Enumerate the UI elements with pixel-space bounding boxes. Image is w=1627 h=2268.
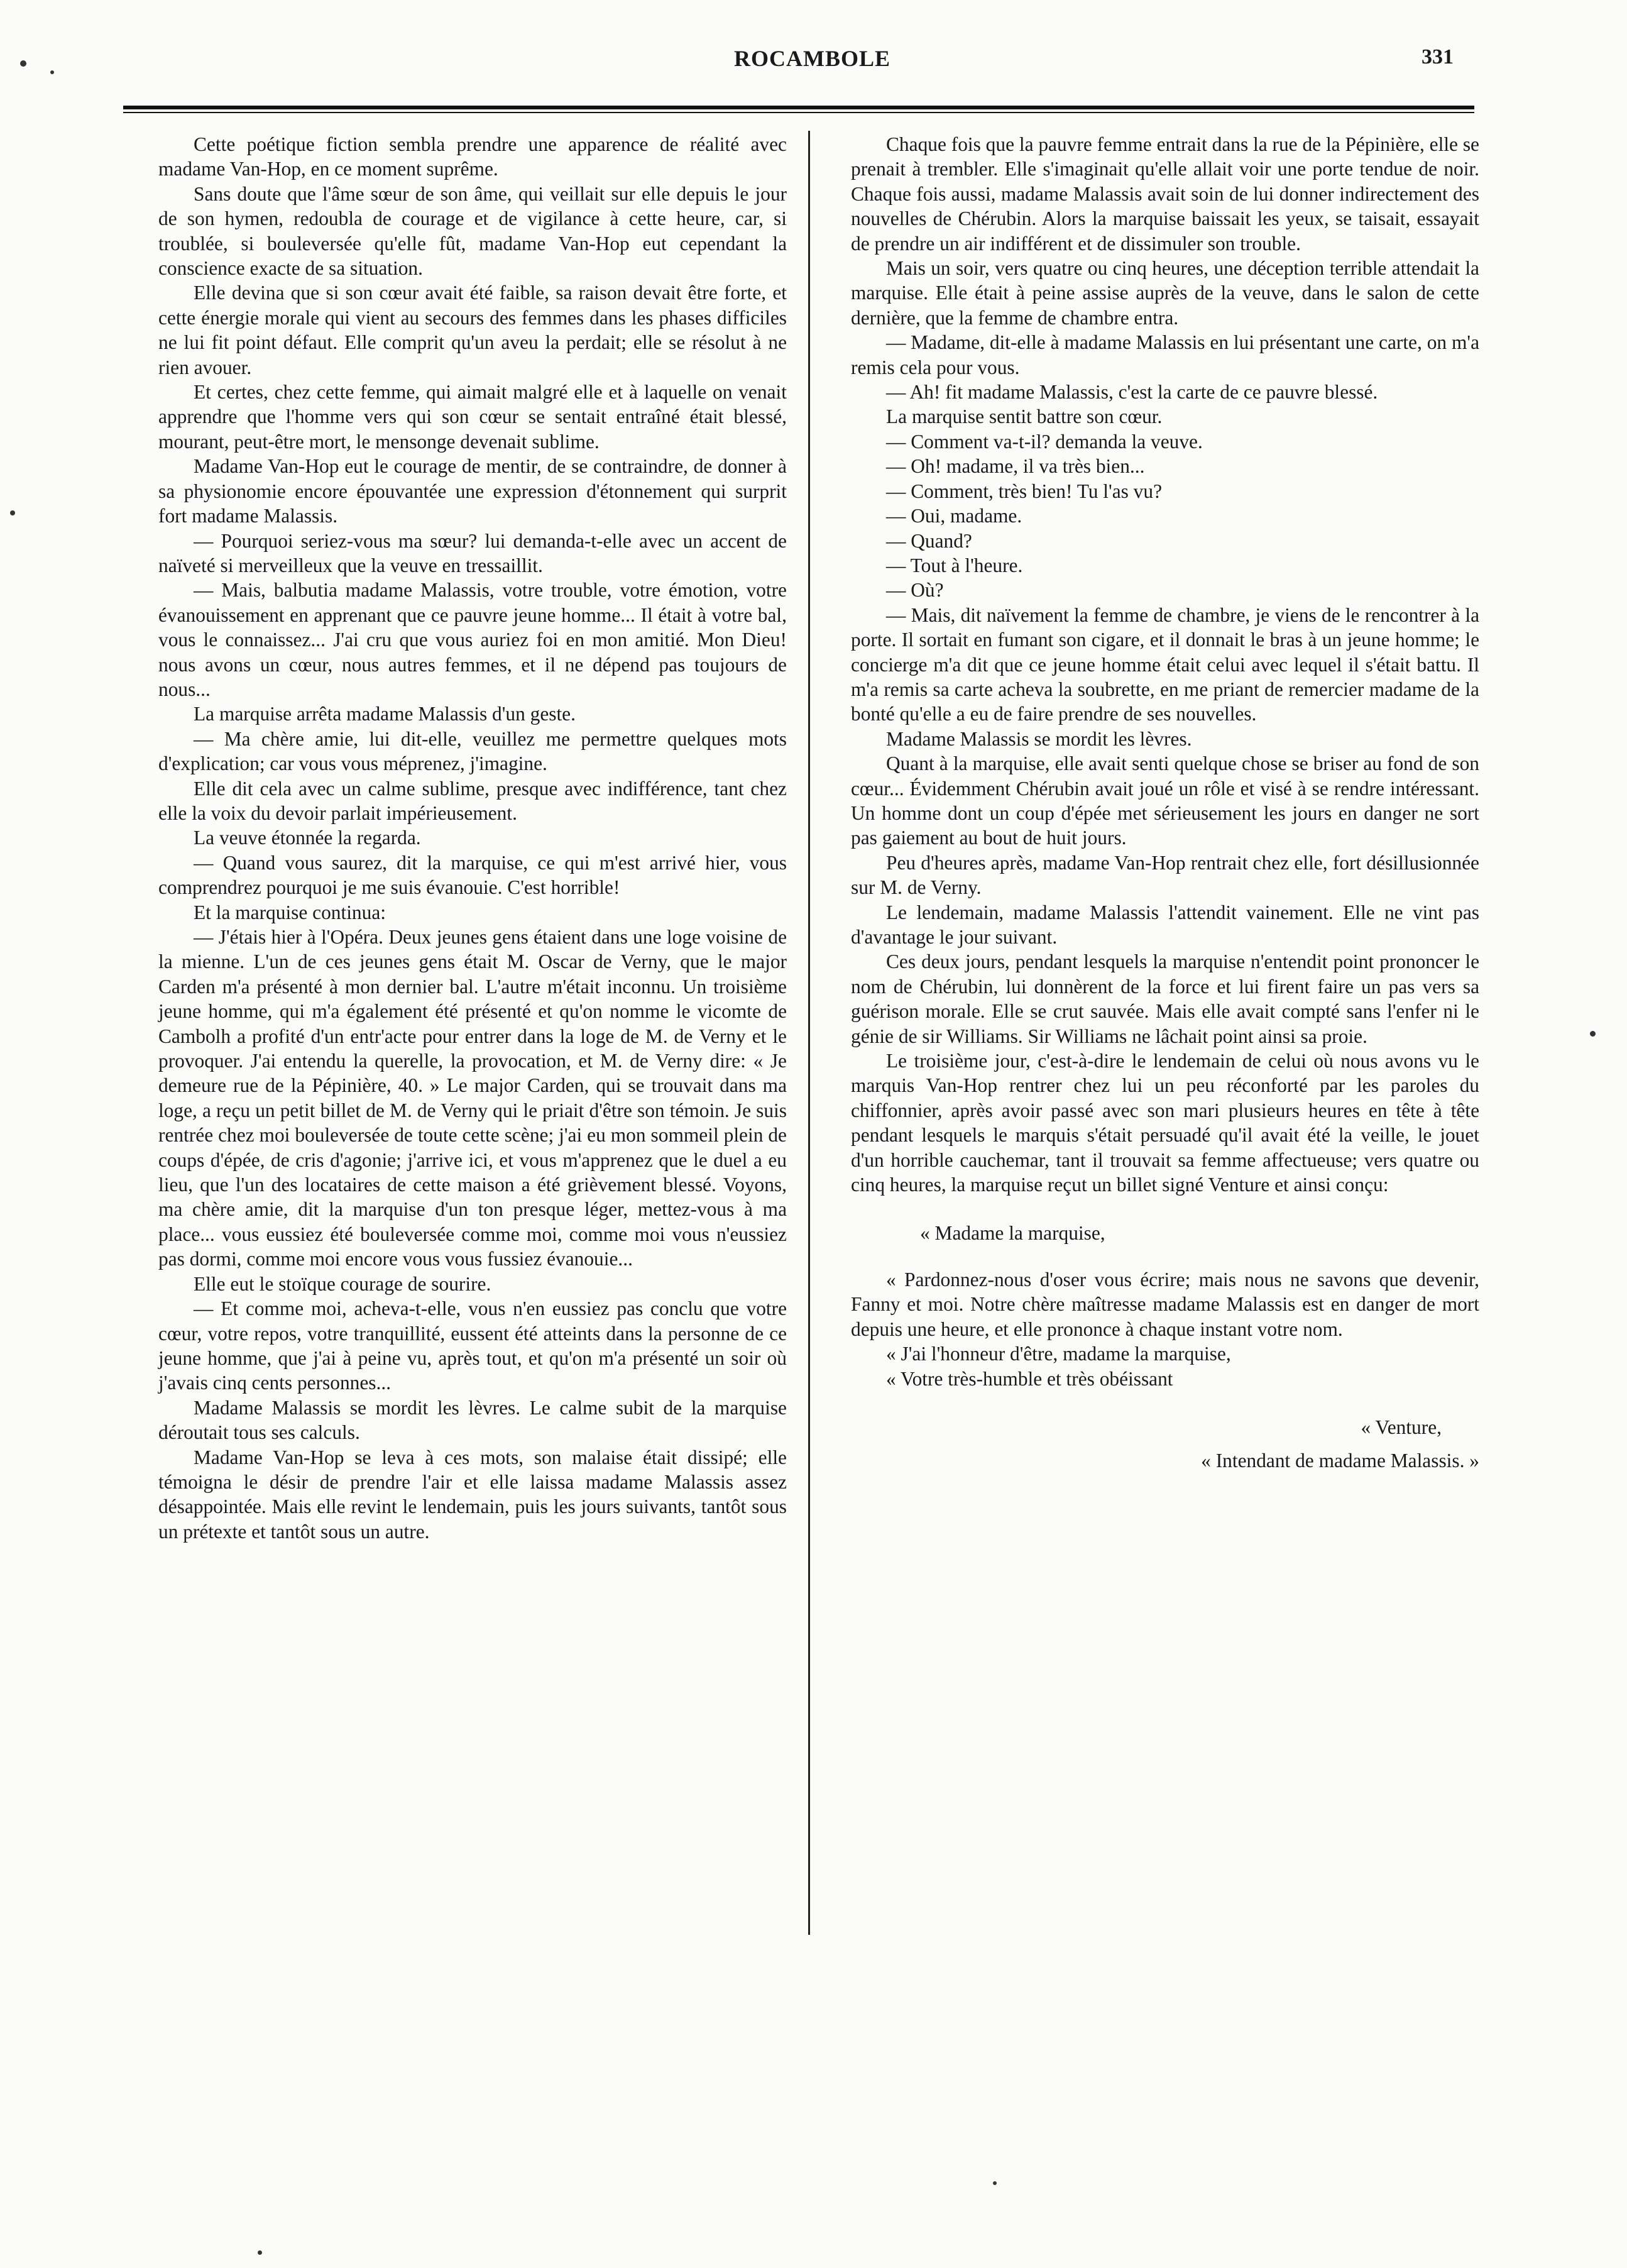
paragraph: — Quand vous saurez, dit la marquise, ce qui m'est arrivé hier, vous comprendrez pourquoi je me suis évanouie. C'est horrible! — [158, 851, 787, 899]
paragraph: Madame Van-Hop se leva à ces mots, son malaise était dissipé; elle témoigna le désir de prendre l'air et elle laissa madame Malassis assez désappointée. Mais elle revint le lendemain, puis les jours suivants, tantôt sous un prétexte et tantôt sous un autre. — [158, 1446, 787, 1543]
paragraph: La marquise arrêta madame Malassis d'un geste. — [194, 703, 576, 725]
paragraph: Le troisième jour, c'est-à-dire le lendemain de celui où nous avons vu le marquis Van-Hop rentrer chez lui un peu réconforté par les paroles du chiffonnier, après avoir passé avec son mari plusieurs heures en tête à tête pendant lesquels le marquis s'était persuadé qu'il avait été la veille, le jouet d'un horrible cauchemar, tant il trouvait sa femme affectueuse; vers quatre ou cinq heures, la marquise reçut un billet signé Venture et ainsi conçu: — [851, 1050, 1479, 1196]
scan-speck — [258, 2250, 262, 2255]
scan-speck — [20, 60, 26, 67]
paragraph: Et certes, chez cette femme, qui aimait malgré elle et à laquelle on venait apprendre que l'homme vers qui son cœur se sentait entraîné était blessé, mourant, peut-être mort, le mensonge devenait sublime. — [158, 381, 787, 453]
paragraph: — Mais, dit naïvement la femme de chambre, je viens de le rencontrer à la porte. Il sortait en fumant son cigare, et il donnait le bras à un jeune homme; le concierge m'a dit que ce jeune homme était celui avec lequel il s'était battu. Il m'a remis sa carte acheva la soubrette, en me priant de remercier madame de la bonté qu'elle a eu de faire prendre de ses nouvelles. — [851, 603, 1479, 725]
paragraph: Madame Malassis se mordit les lèvres. Le calme subit de la marquise déroutait tous ses calculs. — [158, 1396, 787, 1444]
paragraph: — Oh! madame, il va très bien... — [886, 455, 1145, 478]
paragraph: — Comment, très bien! Tu l'as vu? — [886, 480, 1163, 502]
paragraph: — Tout à l'heure. — [886, 554, 1023, 576]
scan-speck — [10, 510, 15, 515]
paragraph: Le lendemain, madame Malassis l'attendit vainement. Elle ne vint pas d'avantage le jour suivant. — [851, 901, 1479, 948]
scan-speck — [50, 70, 54, 74]
paragraph: La marquise sentit battre son cœur. — [886, 405, 1163, 428]
paragraph: Ces deux jours, pendant lesquels la marquise n'entendit point prononcer le nom de Chérubin, lui donnèrent de la force et lui firent faire un pas vers sa guérison morale. Elle se crut sauvée. Mais elle avait compté sans l'enfer ni le génie de sir Williams. Sir Williams ne lâchait point ainsi sa proie. — [851, 950, 1479, 1047]
left-column — [158, 132, 787, 1544]
paragraph: Peu d'heures après, madame Van-Hop rentrait chez elle, fort désillusionnée sur M. de Verny. — [851, 851, 1479, 899]
paragraph: — Ma chère amie, lui dit-elle, veuillez me permettre quelques mots d'explication; car vous vous méprenez, j'imagine. — [158, 727, 787, 775]
running-title: ROCAMBOLE — [734, 46, 891, 71]
paragraph: Cette poétique fiction sembla prendre une apparence de réalité avec madame Van-Hop, en ce moment suprême. — [158, 133, 787, 180]
paragraph: — Et comme moi, acheva-t-elle, vous n'en eussiez pas conclu que votre cœur, votre repos, votre tranquillité, eussent été atteints dans la personne de ce jeune homme, que j'ai à peine vu, après tout, et qu'on m'a présenté un soir où j'avais cinq cents personnes... — [158, 1297, 787, 1394]
header-rule-thin — [123, 112, 1474, 113]
letter-signature: « Venture, — [1361, 1416, 1442, 1438]
header-rule — [123, 106, 1474, 109]
paragraph: — Mais, balbutia madame Malassis, votre trouble, votre émotion, votre évanouissement en apprenant que ce pauvre jeune homme... Il était à votre bal, vous le connaissez... J'ai cru que vous auriez foi en mon amitié. Mon Dieu! nous avons un cœur, nous autres femmes, et il ne dépend pas toujours de nous... — [158, 579, 787, 700]
paragraph: Madame Malassis se mordit les lèvres. — [886, 727, 1192, 750]
paragraph: Quant à la marquise, elle avait senti quelque chose se briser au fond de son cœur... Évidemment Chérubin avait joué un rôle et visé à se rendre intéressant. Un homme dont un coup d'épée met sérieusement les jours en danger ne sort pas gaiement au bout de huit jours. — [851, 752, 1479, 849]
paragraph: — J'étais hier à l'Opéra. Deux jeunes gens étaient dans une loge voisine de la mienne. L'un de ces jeunes gens était M. Oscar de Verny, que le major Carden m'a présenté à mon dernier bal. L'autre m'était inconnu. Un troisième jeune homme, qui m'a également été présenté et qu'on nomme le vicomte de Cambolh a profité d'un entr'acte pour entrer dans la loge de M. de Verny et le provoquer. J'ai entendu la querelle, la provocation, et M. de Verny dire: « Je demeure rue de la Pépinière, 40. » Le major Carden, qui se trouvait dans ma loge, a reçu un petit billet de M. de Verny qui le priait d'être son témoin. Je suis rentrée chez moi bouleversée de toute cette scène; j'ai eu mon sommeil plein de coups d'épée, de cris d'agonie; j'arrive ici, et vous m'apprenez que le duel a eu lieu, que l'un des locataires de cette maison a été grièvement blessé. Voyons, ma chère amie, dit la marquise d'un ton presque léger, mettez-vous à ma place... vous eussiez été bouleversée comme moi, comme moi vous n'eussiez pas dormi, comme moi encore vous vous fussiez évanouie... — [158, 926, 787, 1270]
column-divider — [808, 131, 810, 1935]
scan-speck — [1590, 1031, 1596, 1037]
letter-honor: « J'ai l'honneur d'être, madame la marquise, — [886, 1343, 1231, 1365]
paragraph: — Ah! fit madame Malassis, c'est la carte de ce pauvre blessé. — [886, 381, 1378, 404]
paragraph: Mais un soir, vers quatre ou cinq heures, une déception terrible attendait la marquise. Elle était à peine assise auprès de la veuve, dans le salon de cette dernière, que la femme de chambre entra. — [851, 257, 1479, 329]
paragraph: Elle devina que si son cœur avait été faible, sa raison devait être forte, et cette énergie morale qui vient au secours des femmes dans les phases difficiles ne lui fit point défaut. Elle comprit qu'un aveu la perdait; elle se résolut à ne rien avouer. — [158, 282, 787, 378]
paragraph: Elle eut le stoïque courage de sourire. — [194, 1272, 491, 1295]
paragraph: La veuve étonnée la regarda. — [194, 827, 421, 849]
scan-speck — [993, 2181, 997, 2185]
letter-body: « Pardonnez-nous d'oser vous écrire; mais nous ne savons que devenir, Fanny et moi. Notre chère maîtresse madame Malassis est en danger de mort depuis une heure, et elle prononce à chaque instant votre nom. — [851, 1268, 1479, 1340]
paragraph: — Comment va-t-il? demanda la veuve. — [886, 430, 1203, 453]
paragraph: — Quand? — [886, 529, 972, 552]
paragraph: — Oui, madame. — [886, 505, 1022, 527]
right-column — [851, 132, 1479, 1473]
paragraph: Chaque fois que la pauvre femme entrait dans la rue de la Pépinière, elle se prenait à trembler. Elle s'imaginait qu'elle allait voir une porte tendue de noir. Chaque fois aussi, madame Malassis avait soin de lui donner indirectement des nouvelles de Chérubin. Alors la marquise baissait les yeux, se taisait, essayait de prendre un air indifférent et de dissimuler son trouble. — [851, 133, 1479, 255]
paragraph: Madame Van-Hop eut le courage de mentir, de se contraindre, de donner à sa physionomie encore épouvantée une expression d'étonnement qui surprit fort madame Malassis. — [158, 455, 787, 527]
letter-closing: « Votre très-humble et très obéissant — [886, 1367, 1173, 1390]
paragraph: — Pourquoi seriez-vous ma sœur? lui demanda-t-elle avec un accent de naïveté si merveilleux que la veuve en tressaillit. — [158, 529, 787, 576]
paragraph: — Où? — [886, 579, 944, 602]
paragraph: — Madame, dit-elle à madame Malassis en lui présentant une carte, on m'a remis cela pour vous. — [851, 331, 1479, 378]
letter-signature-title: « Intendant de madame Malassis. » — [1201, 1450, 1479, 1472]
letter-salutation: « Madame la marquise, — [920, 1222, 1105, 1245]
paragraph: Sans doute que l'âme sœur de son âme, qui veillait sur elle depuis le jour de son hymen, redoubla de courage et de vigilance à cette heure, car, si troublée, si bouleversée qu'elle fût, madame Van-Hop eut cependant la conscience exacte de sa situation. — [158, 182, 787, 280]
paragraph: Et la marquise continua: — [194, 901, 386, 923]
page-number: 331 — [1422, 45, 1454, 69]
paragraph: Elle dit cela avec un calme sublime, presque avec indifférence, tant chez elle la voix du devoir parlait impérieusement. — [158, 777, 787, 824]
